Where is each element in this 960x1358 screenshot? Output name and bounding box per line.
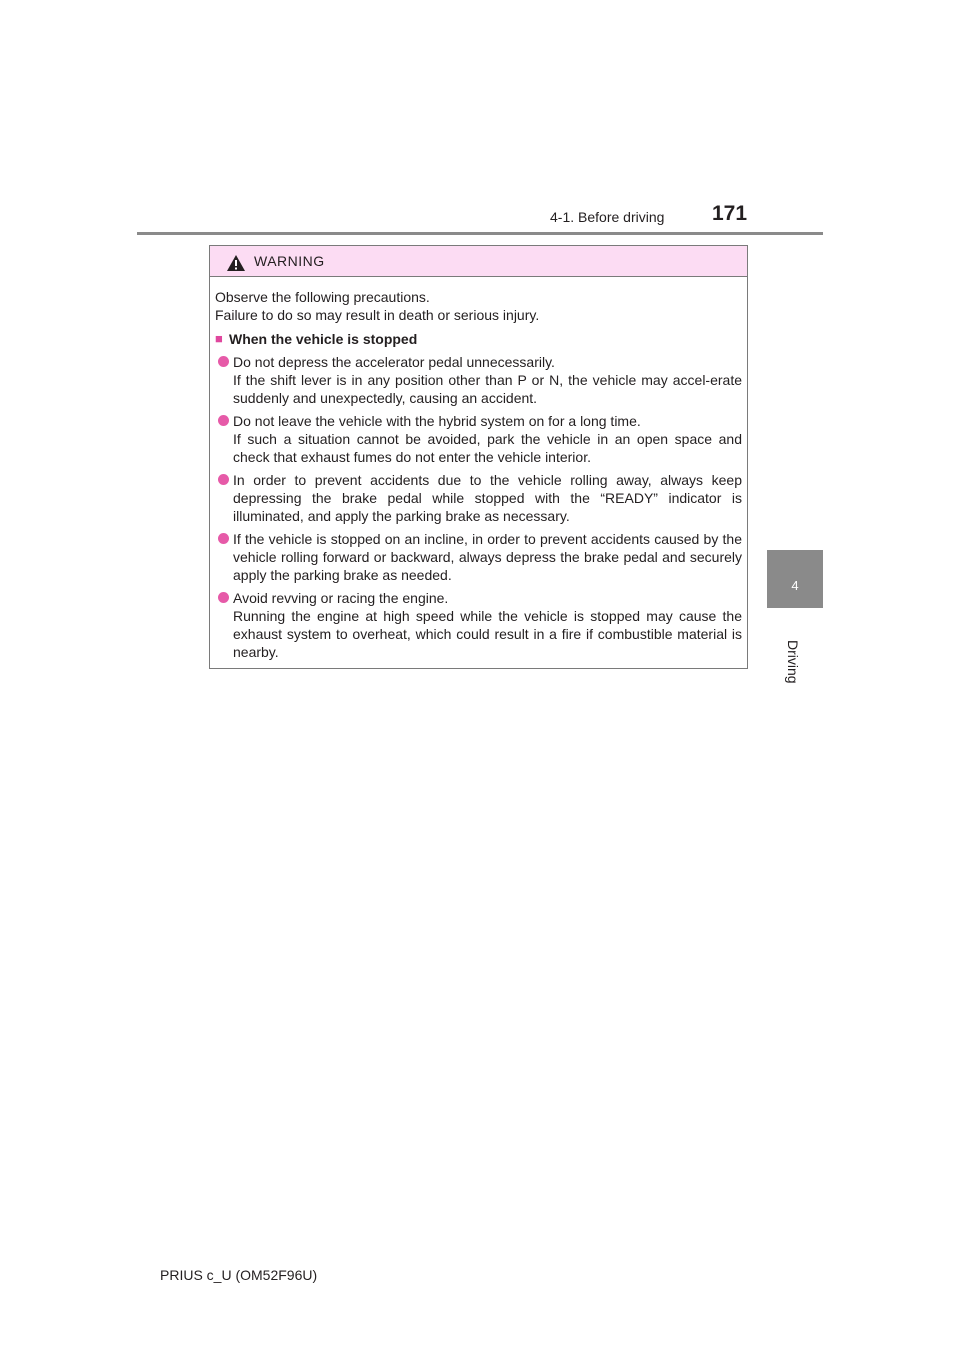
warning-bullet-text: Avoid revving or racing the engine. Running the engine at high speed while the vehicle is stopped may cause the exhaust system to overheat, which could result in a fire if combustible material is nearby. xyxy=(233,590,742,660)
warning-triangle-icon xyxy=(226,254,246,272)
warning-bullet xyxy=(215,471,742,525)
bullet-dot-icon xyxy=(218,592,229,603)
warning-bullet xyxy=(215,589,742,661)
warning-intro-line: Observe the following precautions. xyxy=(215,289,430,305)
warning-bullet-text: If the vehicle is stopped on an incline, in order to prevent accidents caused by the vehicle rolling forward or backward, always depress the brake pedal and securely apply the parking brake as needed. xyxy=(233,531,742,583)
chapter-tab xyxy=(767,550,823,608)
warning-intro-line: Failure to do so may result in death or serious injury. xyxy=(215,307,540,323)
footer-model-code: PRIUS c_U (OM52F96U) xyxy=(160,1267,318,1283)
warning-bullet xyxy=(215,530,742,584)
square-bullet-icon: ■ xyxy=(215,331,223,346)
bullet-dot-icon xyxy=(218,415,229,426)
warning-subhead xyxy=(215,330,742,348)
bullet-dot-icon xyxy=(218,474,229,485)
warning-bullet xyxy=(215,412,742,466)
chapter-number: 4 xyxy=(791,578,799,593)
chapter-label: Driving xyxy=(785,640,801,684)
warning-body xyxy=(210,277,747,661)
warning-bullet-text: Do not depress the accelerator pedal unnecessarily. If the shift lever is in any position other than P or N, the vehicle may accel-erate suddenly and unexpectedly, causing an accident. xyxy=(233,354,742,406)
bullet-dot-icon xyxy=(218,533,229,544)
page-number: 171 xyxy=(712,202,748,225)
warning-bullet xyxy=(215,353,742,407)
header-divider xyxy=(137,232,823,235)
warning-subhead-text: When the vehicle is stopped xyxy=(229,331,418,347)
warning-box xyxy=(209,245,748,669)
warning-title: WARNING xyxy=(254,253,325,269)
warning-bullet-text: Do not leave the vehicle with the hybrid system on for a long time. If such a situation cannot be avoided, park the vehicle in an open space and check that exhaust fumes do not enter the vehicle interior. xyxy=(233,413,742,465)
section-title: 4-1. Before driving xyxy=(550,209,665,225)
warning-bullet-text: In order to prevent accidents due to the vehicle rolling away, always keep depressing the brake pedal while stopped with the “READY” indicator is illuminated, and apply the parking brake as necessary. xyxy=(233,472,742,524)
warning-header xyxy=(210,246,747,277)
bullet-dot-icon xyxy=(218,356,229,367)
